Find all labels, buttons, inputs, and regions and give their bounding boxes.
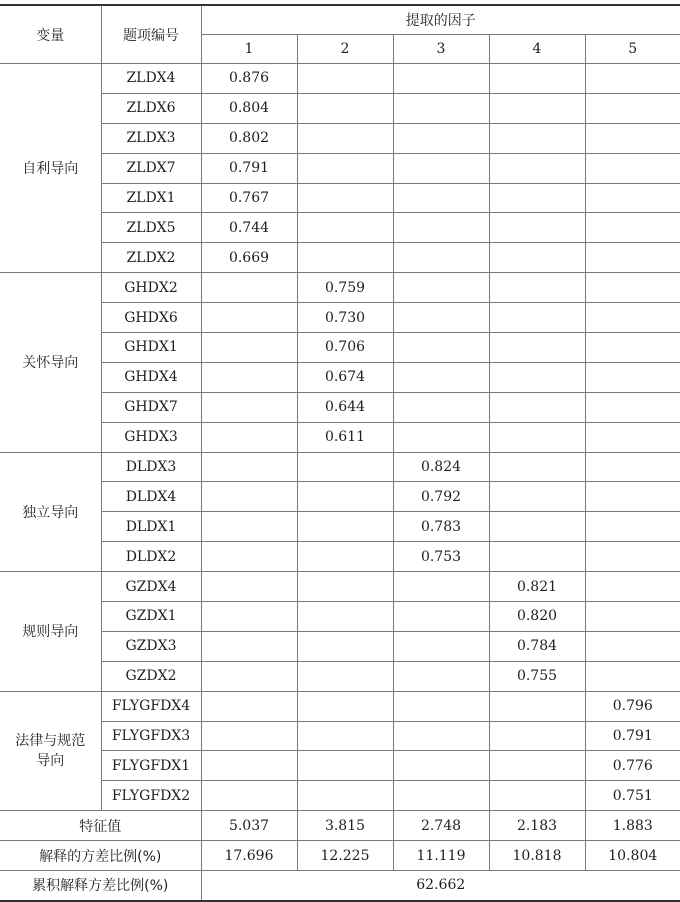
loading-cell [393,64,489,94]
loading-cell: 0.753 [393,542,489,572]
loading-cell: 0.820 [489,602,585,632]
loading-cell [201,572,297,602]
loading-cell [489,512,585,542]
loading-cell [489,781,585,811]
variable-group-name: 规则导向 [0,572,101,692]
table-row [0,572,680,602]
item-code: FLYGFDX2 [101,781,201,811]
table-row [0,482,680,512]
table-row [0,781,680,811]
table-row [0,661,680,691]
loading-cell: 0.876 [201,64,297,94]
table-row [0,64,680,94]
loading-cell [585,572,680,602]
loading-cell [297,602,393,632]
loading-cell [393,691,489,721]
eigenvalue-label: 特征值 [0,811,201,841]
table-row [0,273,680,303]
loading-cell [585,153,680,183]
loading-cell [201,303,297,333]
item-code: GZDX3 [101,631,201,661]
loading-cell [585,661,680,691]
loading-cell [297,542,393,572]
variable-group-name: 法律与规范导向 [0,691,101,811]
loading-cell: 0.824 [393,452,489,482]
loading-cell [393,153,489,183]
loading-cell [585,303,680,333]
loading-cell [297,64,393,94]
table-row [0,213,680,243]
loading-cell [585,482,680,512]
loading-cell [201,392,297,422]
loading-cell [585,452,680,482]
loading-cell [297,661,393,691]
loading-cell [489,333,585,363]
loading-cell: 0.744 [201,213,297,243]
loading-cell: 0.791 [201,153,297,183]
table-row [0,542,680,572]
loading-cell [585,392,680,422]
loading-cell [201,273,297,303]
loading-cell [393,661,489,691]
item-code: GHDX2 [101,273,201,303]
loading-cell [585,93,680,123]
table-body [0,64,680,811]
variance-explained-cell: 12.225 [297,841,393,871]
loading-cell [489,123,585,153]
variance-explained-label: 解释的方差比例(%) [0,841,201,871]
loading-cell [489,542,585,572]
item-code: GZDX4 [101,572,201,602]
eigenvalue-cell: 2.748 [393,811,489,841]
loading-cell [297,631,393,661]
variance-explained-row [0,841,680,871]
factor-loading-table [0,4,680,902]
loading-cell [489,422,585,452]
loading-cell [585,512,680,542]
cumulative-variance-row [0,871,680,901]
loading-cell [393,781,489,811]
loading-cell [297,512,393,542]
factor-number-5: 5 [585,35,680,64]
item-code: DLDX3 [101,452,201,482]
loading-cell: 0.776 [585,751,680,781]
loading-cell [393,362,489,392]
loading-cell [393,572,489,602]
loading-cell [393,751,489,781]
table-row [0,721,680,751]
loading-cell [297,213,393,243]
loading-cell [585,542,680,572]
loading-cell [201,721,297,751]
loading-cell [297,751,393,781]
variable-group-name: 关怀导向 [0,273,101,452]
loading-cell: 0.751 [585,781,680,811]
loading-cell: 0.783 [393,512,489,542]
item-code: FLYGFDX3 [101,721,201,751]
loading-cell [201,482,297,512]
loading-cell: 0.804 [201,93,297,123]
loading-cell [201,512,297,542]
loading-cell: 0.791 [585,721,680,751]
loading-cell [585,123,680,153]
loading-cell [585,333,680,363]
loading-cell [297,452,393,482]
item-code: GHDX1 [101,333,201,363]
table-row [0,512,680,542]
table-row [0,392,680,422]
loading-cell [201,781,297,811]
variable-group-name: 独立导向 [0,452,101,572]
cumulative-variance-value: 62.662 [201,871,680,901]
table-row [0,691,680,721]
loading-cell: 0.792 [393,482,489,512]
loading-cell [297,243,393,273]
loading-cell [201,333,297,363]
loading-cell [585,273,680,303]
loading-cell: 0.767 [201,183,297,213]
item-code: ZLDX5 [101,213,201,243]
loading-cell [297,93,393,123]
item-code: FLYGFDX1 [101,751,201,781]
loading-cell: 0.755 [489,661,585,691]
factor-number-4: 4 [489,35,585,64]
loading-cell [489,213,585,243]
loading-cell [297,153,393,183]
item-code: ZLDX6 [101,93,201,123]
loading-cell: 0.802 [201,123,297,153]
table-row [0,422,680,452]
loading-cell [201,751,297,781]
eigenvalue-row [0,811,680,841]
item-code: GZDX1 [101,602,201,632]
loading-cell: 0.644 [297,392,393,422]
loading-cell: 0.759 [297,273,393,303]
loading-cell: 0.611 [297,422,393,452]
table-row [0,243,680,273]
loading-cell [585,422,680,452]
loading-cell [393,392,489,422]
item-code: FLYGFDX4 [101,691,201,721]
eigenvalue-cell: 3.815 [297,811,393,841]
loading-cell [297,721,393,751]
eigenvalue-cell: 5.037 [201,811,297,841]
loading-cell [393,183,489,213]
item-code: ZLDX1 [101,183,201,213]
factor-number-1: 1 [201,35,297,64]
loading-cell [489,93,585,123]
table-row [0,123,680,153]
loading-cell: 0.730 [297,303,393,333]
loading-cell [489,183,585,213]
variable-header: 变量 [0,5,101,64]
loading-cell [297,691,393,721]
loading-cell [489,153,585,183]
loading-cell [489,452,585,482]
loading-cell [393,333,489,363]
loading-cell [585,243,680,273]
variable-group-name: 自利导向 [0,64,101,273]
table-row [0,751,680,781]
loading-cell [201,631,297,661]
variance-explained-cell: 10.818 [489,841,585,871]
table-row [0,452,680,482]
item-code: GHDX7 [101,392,201,422]
loading-cell [201,362,297,392]
loading-cell [393,93,489,123]
loading-cell [489,64,585,94]
cumulative-variance-label: 累积解释方差比例(%) [0,871,201,901]
table-row [0,333,680,363]
loading-cell [201,422,297,452]
item-code: GZDX2 [101,661,201,691]
loading-cell: 0.669 [201,243,297,273]
loading-cell [201,691,297,721]
loading-cell [585,362,680,392]
loading-cell [201,542,297,572]
loading-cell [201,452,297,482]
table-row [0,602,680,632]
loading-cell [489,721,585,751]
loading-cell [393,213,489,243]
item-code: DLDX1 [101,512,201,542]
loading-cell [393,721,489,751]
variance-explained-cell: 10.804 [585,841,680,871]
item-code: GHDX3 [101,422,201,452]
loading-cell [297,183,393,213]
item-code: ZLDX4 [101,64,201,94]
item-code: DLDX2 [101,542,201,572]
loading-cell [393,422,489,452]
loading-cell [585,64,680,94]
loading-cell [585,631,680,661]
loading-cell [585,602,680,632]
loading-cell [489,691,585,721]
item-code: ZLDX7 [101,153,201,183]
table-row [0,153,680,183]
loading-cell [489,482,585,512]
variance-explained-cell: 11.119 [393,841,489,871]
item-code: ZLDX3 [101,123,201,153]
loading-cell [585,213,680,243]
loading-cell [393,602,489,632]
loading-cell [393,631,489,661]
factor-number-3: 3 [393,35,489,64]
factor-number-2: 2 [297,35,393,64]
loading-cell [585,183,680,213]
loading-cell [489,303,585,333]
table-row [0,183,680,213]
loading-cell [393,243,489,273]
eigenvalue-cell: 1.883 [585,811,680,841]
loading-cell [201,661,297,691]
loading-cell [297,482,393,512]
loading-cell [393,273,489,303]
loading-cell [489,243,585,273]
loading-cell [297,572,393,602]
item-code-header: 题项编号 [101,5,201,64]
loading-cell: 0.796 [585,691,680,721]
extracted-factors-header: 提取的因子 [201,5,680,35]
loading-cell: 0.674 [297,362,393,392]
header-row-1 [0,5,680,35]
loading-cell [201,602,297,632]
variance-explained-cell: 17.696 [201,841,297,871]
table-row [0,303,680,333]
item-code: GHDX4 [101,362,201,392]
loading-cell [489,273,585,303]
item-code: ZLDX2 [101,243,201,273]
loading-cell [297,123,393,153]
item-code: GHDX6 [101,303,201,333]
loading-cell [297,781,393,811]
item-code: DLDX4 [101,482,201,512]
table-row [0,631,680,661]
table-row [0,93,680,123]
table-row [0,362,680,392]
loading-cell: 0.821 [489,572,585,602]
loading-cell [393,303,489,333]
loading-cell: 0.706 [297,333,393,363]
loading-cell: 0.784 [489,631,585,661]
loading-cell [393,123,489,153]
loading-cell [489,362,585,392]
loading-cell [489,751,585,781]
eigenvalue-cell: 2.183 [489,811,585,841]
loading-cell [489,392,585,422]
